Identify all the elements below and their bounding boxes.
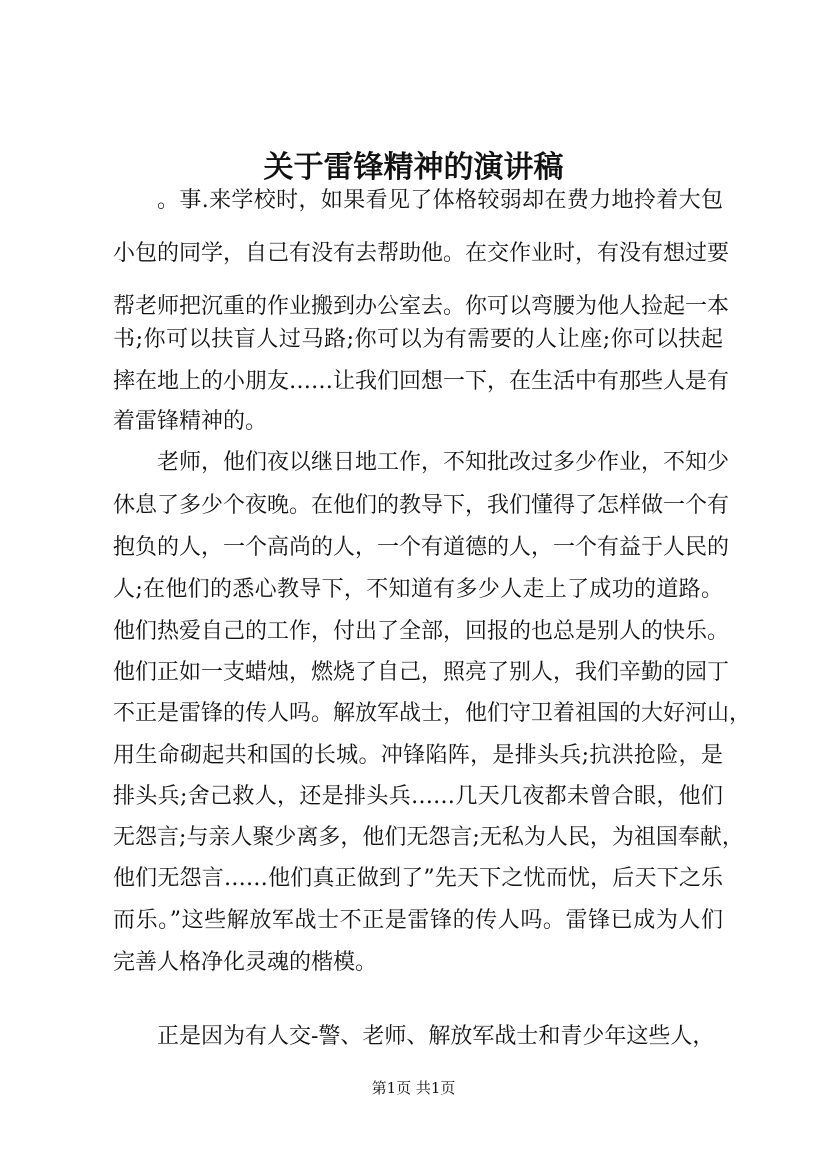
- document-title: 关于雷锋精神的演讲稿: [263, 150, 564, 185]
- body-line: 无怨言;与亲人聚少离多，他们无怨言;无私为人民，为祖国奉献，: [113, 825, 744, 850]
- body-line: 书;你可以扶盲人过马路;你可以为有需要的人让座;你可以扶起: [113, 327, 723, 352]
- body-line: 。事.来学校时，如果看见了体格较弱却在费力地拎着大包: [157, 188, 723, 213]
- body-line: 排头兵;舍己救人，还是排头兵……几天几夜都未曾合眼，他们: [113, 784, 723, 809]
- body-line: 用生命砌起共和国的长城。冲锋陷阵，是排头兵;抗洪抢险，是: [113, 743, 723, 768]
- body-line: 小包的同学，自己有没有去帮助他。在交作业时，有没有想过要: [113, 241, 730, 266]
- body-line: 老师，他们夜以继日地工作，不知批改过多少作业，不知少: [157, 450, 730, 475]
- body-line: 抱负的人，一个高尚的人，一个有道德的人，一个有益于人民的: [113, 535, 730, 560]
- body-line: 休息了多少个夜晚。在他们的教导下，我们懂得了怎样做一个有: [113, 493, 730, 518]
- body-line: 完善人格净化灵魂的楷模。: [113, 950, 378, 975]
- body-line: 摔在地上的小朋友……让我们回想一下，在生活中有那些人是有: [113, 369, 730, 394]
- body-line: 而乐。”这些解放军战士不正是雷锋的传人吗。雷锋已成为人们: [113, 908, 723, 933]
- body-line: 着雷锋精神的。: [113, 409, 268, 434]
- page-footer: 第1页 共1页: [371, 1079, 456, 1097]
- body-line: 他们正如一支蜡烛，燃烧了自己，照亮了别人，我们辛勤的园丁: [113, 660, 730, 685]
- body-line: 不正是雷锋的传人吗。解放军战士，他们守卫着祖国的大好河山，: [113, 701, 752, 726]
- body-line: 他们热爱自己的工作，付出了全部，回报的也总是别人的快乐。: [113, 619, 730, 644]
- body-line: 人;在他们的悉心教导下，不知道有多少人走上了成功的道路。: [113, 577, 723, 602]
- body-line: 帮老师把沉重的作业搬到办公室去。你可以弯腰为他人捡起一本: [113, 294, 730, 319]
- body-line: 他们无怨言……他们真正做到了”先天下之忧而忧，后天下之乐: [113, 866, 723, 891]
- body-line: 正是因为有人交-警、老师、解放军战士和青少年这些人，: [157, 1024, 715, 1049]
